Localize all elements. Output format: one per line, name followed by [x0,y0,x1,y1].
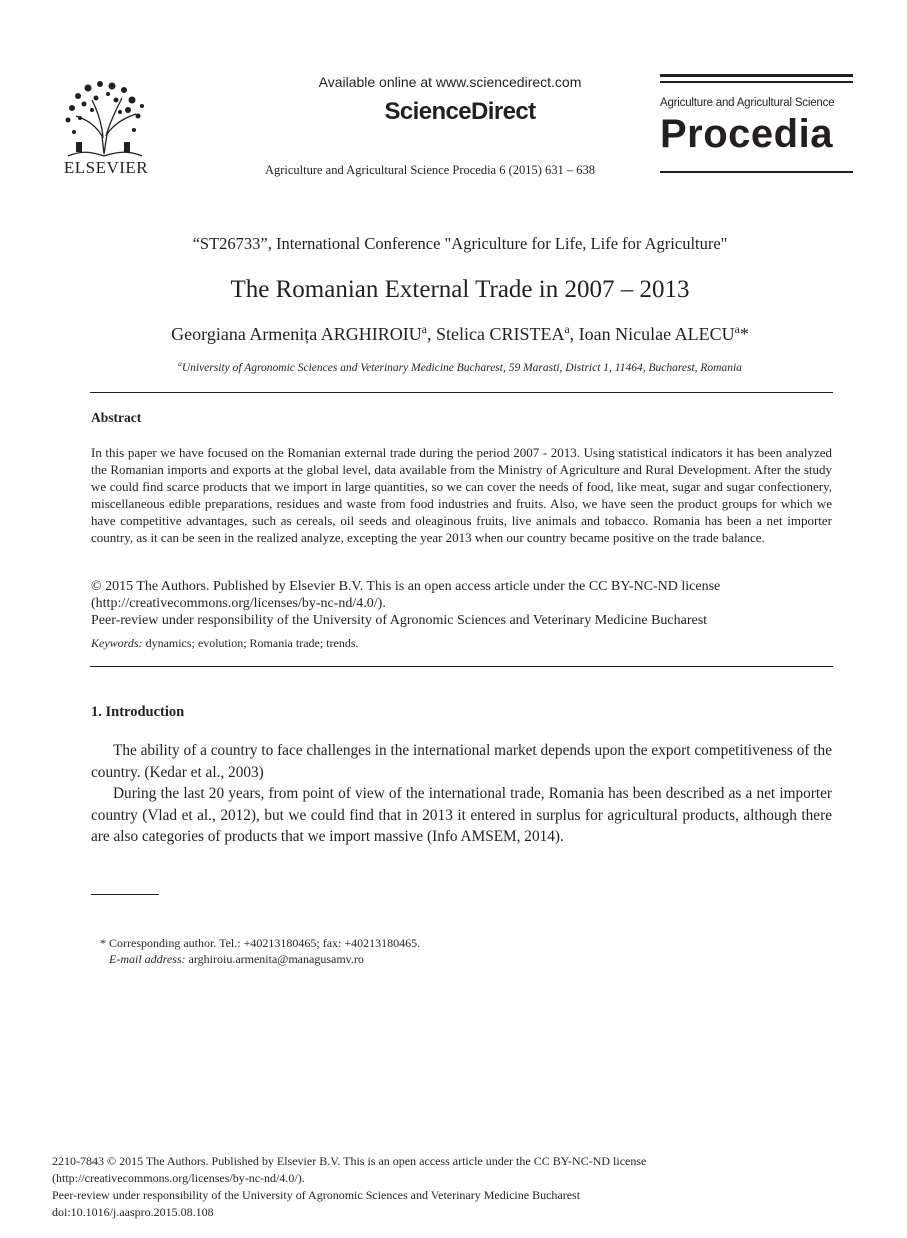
keywords-list: dynamics; evolution; Romania trade; trends. [142,636,359,650]
procedia-logo [660,74,853,176]
abstract-text: In this paper we have focused on the Romanian external trade during the period 2007 - 2013. Using statistical indicators it has been analyzed the Romanian imports and exports at the global level, data available from the Ministry of Agriculture and Rural Development. After the study we could find scarce products that we import in large quantities, so we can cover the needs of food, like meat, sugar and sugar confectionery, miscellaneous edible preparations, residues and waste from food industries and fruits. Also, we have seen the product groups for which we have competitive advantages, such as cereals, oil seeds and oleaginous fruits, live animals and tobacco. Romania has been a net importer country, as it can be seen in the realized analyze, excepting the year 2013 when our country became positive on the trade balance. [91,445,832,545]
divider [90,392,833,393]
procedia-top-rule [660,74,853,77]
introduction-body [91,740,832,848]
footer-peer-review: Peer-review under responsibility of the University of Agronomic Sciences and Veterinary Medicine Bucharest [52,1188,581,1202]
journal-reference: Agriculture and Agricultural Science Procedia 6 (2015) 631 – 638 [264,163,596,177]
divider [90,666,833,667]
author-list [50,324,870,345]
affiliation-text: University of Agronomic Sciences and Veterinary Medicine Bucharest, 59 Marasti, District 1, 11464, Bucharest, Romania [181,362,742,374]
section-heading-introduction: 1. Introduction [91,704,185,720]
footnote-rule [91,894,159,895]
conference-name: “ST26733”, International Conference "Agriculture for Life, Life for Agriculture" [192,234,728,253]
corresponding-mark: * [739,324,749,344]
elsevier-wordmark: ELSEVIER [63,158,149,177]
affiliation-mark: a [421,323,427,336]
affiliation-mark: a [564,323,570,336]
corresponding-author: * Corresponding author. Tel.: +40213180465; fax: +40213180465. [100,936,421,950]
author-name: Ioan Niculae ALECU [578,324,735,344]
license-line: © 2015 The Authors. Published by Elsevier B.V. This is an open access article under the CC BY-NC-ND license [91,579,721,594]
procedia-top-rule-thin [660,81,853,83]
author-name: Georgiana Armenița ARGHIROIU [171,324,422,344]
paper-title: The Romanian External Trade in 2007 – 2013 [230,276,690,303]
available-online-text: Available online at www.sciencedirect.com [318,74,582,90]
footer-license-link[interactable]: (http://creativecommons.org/licenses/by-nc-nd/4.0/). [52,1171,305,1185]
paragraph: During the last 20 years, from point of view of the international trade, Romania has been described as a net importer country (Vlad et al., 2012), but we could find that in 2013 it entered in surplus for agricultural products, although there are also categories of products that we import massive (Info AMSEM, 2014). [91,785,832,845]
keywords [91,636,832,651]
author-name: Stelica CRISTEA [435,324,565,344]
abstract-heading: Abstract [91,410,142,425]
email-line [100,951,420,967]
procedia-subtitle: Agriculture and Agricultural Science [660,97,835,109]
procedia-title: Procedia [660,112,833,156]
email-address[interactable]: arghiroiu.armenita@managusamv.ro [185,952,364,966]
procedia-bottom-rule [660,171,853,173]
footnote [100,935,420,967]
license-block [91,578,832,629]
page-footer [52,1153,646,1221]
license-link[interactable]: (http://creativecommons.org/licenses/by-nc-nd/4.0/). [91,596,386,611]
author-separator: , [569,324,579,344]
affiliation-mark: a [178,359,182,369]
footer-doi[interactable]: doi:10.1016/j.aaspro.2015.08.108 [52,1205,214,1219]
paragraph: The ability of a country to face challenges in the international market depends upon the export competitiveness of the country. (Kedar et al., 2003) [91,742,832,781]
author-separator: , [426,324,436,344]
affiliation [50,359,870,374]
sciencedirect-wordmark: ScienceDirect [384,98,536,125]
keywords-label: Keywords: [91,636,143,650]
footer-issn-license: 2210-7843 © 2015 The Authors. Published by Elsevier B.V. This is an open access article under the CC BY-NC-ND license [52,1154,647,1168]
affiliation-mark: a [734,323,740,336]
email-label: E-mail address: [109,952,186,966]
peer-review-statement: Peer-review under responsibility of the University of Agronomic Sciences and Veterinary Medicine Bucharest [91,613,708,628]
